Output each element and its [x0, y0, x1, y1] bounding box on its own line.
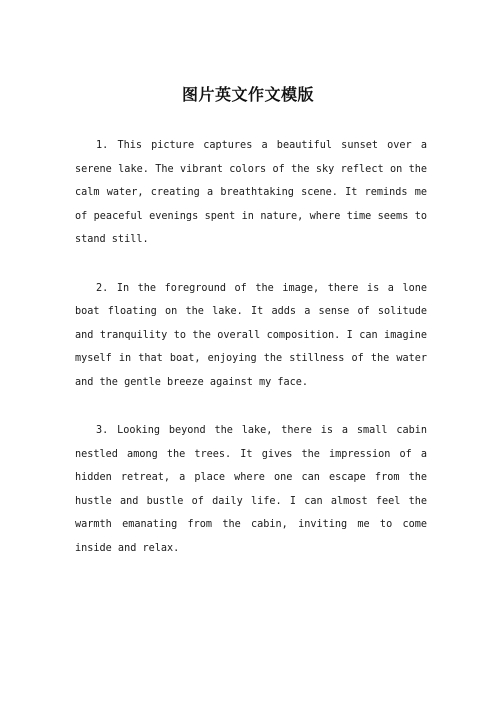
paragraph-2: 2. In the foreground of the image, there is a lone boat floating on the lake. It adds a sense of solitude and tranquility to the overall composition. I can imagine myself in that boat, enjoying the stillness of the water and the gentle breeze against my face.: [75, 282, 427, 388]
paragraph-3: 3. Looking beyond the lake, there is a small cabin nestled among the trees. It gives the impression of a hidden retreat, a place where one can escape from the hustle and bustle of daily life. I can almost feel the warmth emanating from the cabin, inviting me to come inside and relax.: [75, 425, 427, 554]
paragraph-1: 1. This picture captures a beautiful sunset over a serene lake. The vibrant colors of the sky reflect on the calm water, creating a breathtaking scene. It reminds me of peaceful evenings spent in nature, where time seems to stand still.: [75, 140, 427, 245]
document-title: 图片英文作文模版: [181, 85, 314, 104]
document-body: [75, 134, 427, 585]
